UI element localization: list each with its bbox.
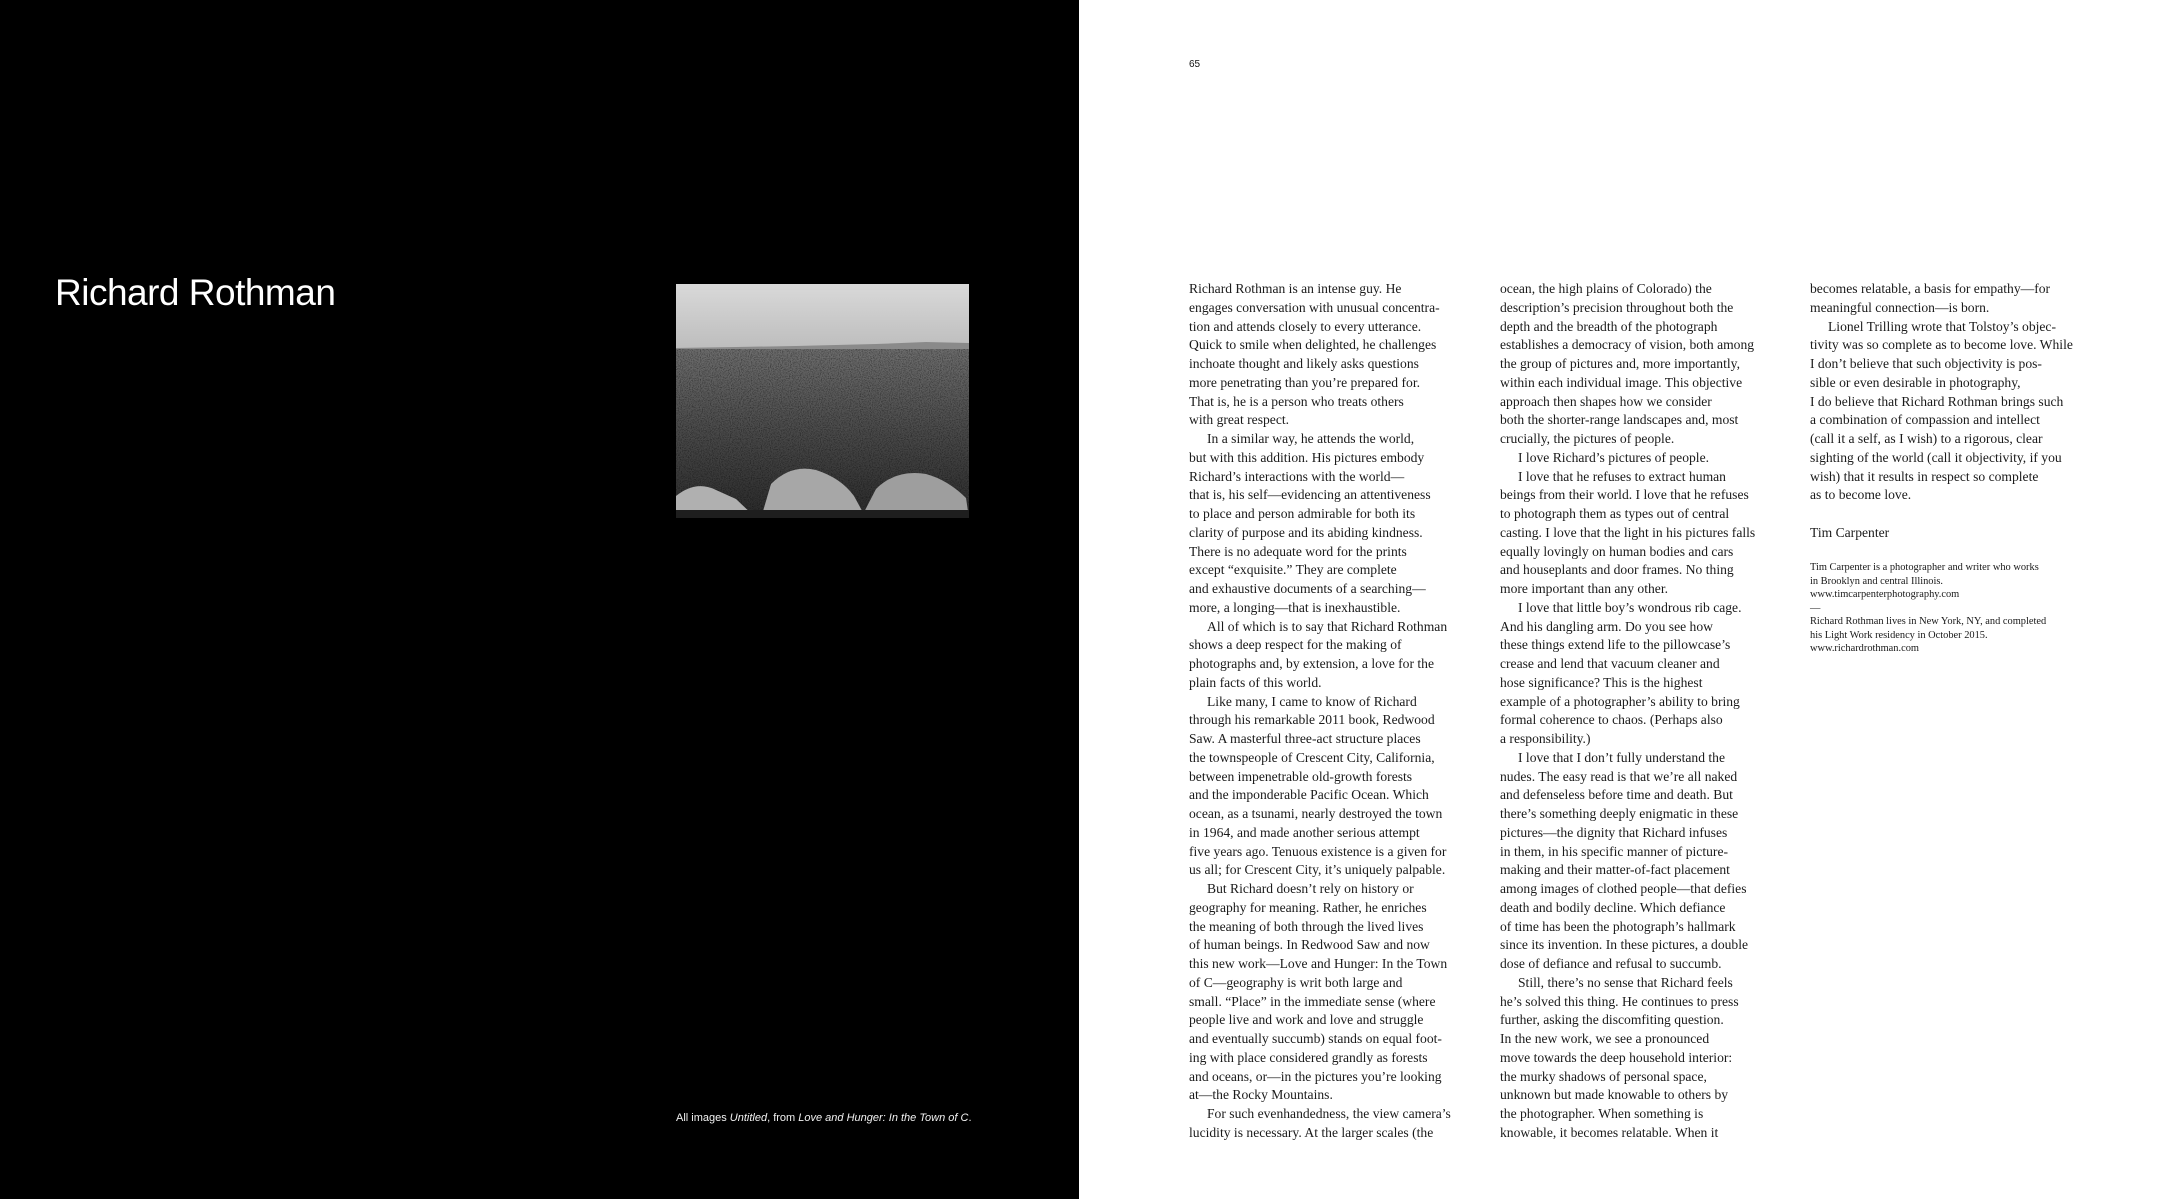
text-line: us all; for Crescent City, it’s uniquely palpable. [1189,862,1446,878]
text-line: I do believe that Richard Rothman brings such [1810,393,2064,409]
text-line: sighting of the world (call it objectivity, if you [1810,449,2062,465]
text-line: as to become love. [1810,487,1912,503]
article-column-3-body [1810,280,2110,505]
text-line: dose of defiance and refusal to succumb. [1500,956,1722,971]
spacer [1810,505,2110,524]
text-line: a responsibility.) [1500,731,1591,746]
text-line: Richard’s interactions with the world— [1189,468,1405,484]
text-line: establishes a democracy of vision, both among [1500,337,1755,353]
text-line: in them, in his specific manner of picture- [1500,843,1729,859]
text-line: and the imponderable Pacific Ocean. Which [1189,787,1429,803]
text-line: (call it a self, as I wish) to a rigorous, clear [1810,431,2043,446]
text-line: tivity was so complete as to become love. While [1810,337,2073,353]
text-line: Quick to smile when delighted, he challenges [1189,337,1437,353]
text-line: between impenetrable old-growth forests [1189,768,1413,784]
text-line: geography for meaning. Rather, he enriches [1189,899,1427,915]
text-line: further, asking the discomfiting question. [1500,1012,1724,1028]
text-line: and eventually succumb) stands on equal foot- [1189,1031,1442,1046]
note-line: — [1810,602,1821,614]
text-line: approach then shapes how we consider [1500,393,1712,409]
page-title: Richard Rothman [55,272,336,313]
text-line: the photographer. When something is [1500,1106,1704,1121]
text-line: Saw. A masterful three-act structure places [1189,731,1421,746]
landscape-photo [676,284,969,518]
text-line: For such evenhandedness, the view camera’s [1207,1106,1451,1121]
text-line: example of a photographer’s ability to bring [1500,693,1740,709]
text-line: shows a deep respect for the making of [1189,637,1402,653]
article-column-3 [1810,280,2110,656]
text-line: of time has been the photograph’s hallmark [1500,918,1736,934]
text-line: among images of clothed people—that defies [1500,881,1747,896]
text-line: I love that he refuses to extract human [1518,468,1726,484]
text-line: I love that little boy’s wondrous rib cage. [1518,599,1742,615]
note-line: www.richardrothman.com [1810,643,1919,655]
text-line: through his remarkable 2011 book, Redwood [1189,712,1435,728]
spacer [1810,543,2110,562]
text-line: at—the Rocky Mountains. [1189,1087,1333,1103]
text-line: I love Richard’s pictures of people. [1518,449,1710,465]
text-line: photographs and, by extension, a love for the [1189,656,1435,671]
text-line: engages conversation with unusual concentra- [1189,299,1440,315]
text-line: more penetrating than you’re prepared for. [1189,374,1420,390]
text-line: And his dangling arm. Do you see how [1500,618,1713,634]
text-line: and houseplants and door frames. No thing [1500,562,1734,578]
text-line: that is, his self—evidencing an attentiveness [1189,487,1431,503]
photo-caption: All images Untitled, from Love and Hunger: In the Town of C. [676,1112,972,1124]
text-line: depth and the breadth of the photograph [1500,318,1718,334]
author-name: Tim Carpenter [1810,524,1890,540]
text-line: becomes relatable, a basis for empathy—for [1810,281,2051,296]
text-line: ocean, the high plains of Colorado) the [1500,281,1712,296]
right-page [1079,0,2158,1199]
text-line: he’s solved this thing. He continues to press [1500,993,1739,1009]
text-line: more, a longing—that is inexhaustible. [1189,599,1401,615]
note-line: his Light Work residency in October 2015. [1810,629,1988,641]
note-line: Richard Rothman lives in New York, NY, and completed [1810,616,2047,628]
text-line: making and their matter-of-fact placement [1500,862,1730,878]
note-line: in Brooklyn and central Illinois. [1810,575,1944,587]
note-line: Tim Carpenter is a photographer and writer who works [1810,562,2039,574]
note-line: www.timcarpenterphotography.com [1810,589,1960,601]
text-line: a combination of compassion and intellect [1810,412,2040,428]
text-line: All of which is to say that Richard Rothman [1207,618,1448,634]
article-column-2 [1500,280,1800,1143]
text-line: nudes. The easy read is that we’re all naked [1500,768,1738,784]
text-line: In the new work, we see a pronounced [1500,1031,1710,1046]
text-line: since its invention. In these pictures, a double [1500,937,1749,953]
text-line: crucially, the pictures of people. [1500,431,1675,446]
text-line: and exhaustive documents of a searching— [1189,581,1426,596]
text-line: In a similar way, he attends the world, [1207,431,1415,446]
text-line: both the shorter-range landscapes and, most [1500,412,1739,428]
text-line: inchoate thought and likely asks questions [1189,356,1419,371]
text-line: death and bodily decline. Which defiance [1500,899,1726,915]
text-line: the murky shadows of personal space, [1500,1068,1707,1084]
text-line: There is no adequate word for the prints [1189,543,1407,559]
text-line: of C—geography is writ both large and [1189,974,1403,990]
text-line: these things extend life to the pillowcase’s [1500,637,1731,653]
text-line: Richard Rothman is an intense guy. He [1189,281,1402,296]
text-line: Lionel Trilling wrote that Tolstoy’s objec- [1828,318,2056,334]
text-line: the meaning of both through the lived lives [1189,918,1424,934]
text-line: five years ago. Tenuous existence is a given for [1189,843,1447,859]
text-line: plain facts of this world. [1189,674,1322,690]
text-line: casting. I love that the light in his pictures falls [1500,524,1756,540]
text-line: lucidity is necessary. At the larger scales (the [1189,1124,1434,1140]
text-line: crease and lend that vacuum cleaner and [1500,656,1720,671]
text-line: wish) that it results in respect so complete [1810,468,2039,484]
text-line: people live and work and love and struggle [1189,1012,1424,1028]
text-line: But Richard doesn’t rely on history or [1207,881,1414,896]
text-line: Still, there’s no sense that Richard feels [1518,974,1733,990]
text-line: in 1964, and made another serious attempt [1189,824,1420,840]
text-line: knowable, it becomes relatable. When it [1500,1124,1719,1140]
text-line: to photograph them as types out of central [1500,506,1730,521]
text-line: there’s something deeply enigmatic in these [1500,806,1739,821]
text-line: That is, he is a person who treats others [1189,393,1404,409]
text-line: except “exquisite.” They are complete [1189,562,1397,578]
text-line: within each individual image. This objective [1500,374,1743,390]
text-line: sible or even desirable in photography, [1810,374,2021,390]
page-number: 65 [1189,59,1201,70]
text-line: ocean, as a tsunami, nearly destroyed the town [1189,806,1443,821]
text-line: tion and attends closely to every utterance. [1189,318,1422,334]
article-column-1 [1189,280,1489,1143]
text-line: this new work—Love and Hunger: In the Town [1189,956,1448,971]
text-line: and defenseless before time and death. But [1500,787,1733,803]
text-line: unknown but made knowable to others by [1500,1087,1729,1103]
text-line: I don’t believe that such objectivity is pos- [1810,356,2042,371]
text-line: to place and person admirable for both its [1189,506,1416,521]
text-line: I love that I don’t fully understand the [1518,749,1726,765]
text-line: more important than any other. [1500,581,1668,596]
text-line: and oceans, or—in the pictures you’re looking [1189,1068,1442,1084]
text-line: clarity of purpose and its abiding kindness. [1189,524,1423,540]
text-line: but with this addition. His pictures embody [1189,449,1425,465]
text-line: the group of pictures and, more importantly, [1500,356,1740,371]
text-line: move towards the deep household interior: [1500,1049,1733,1065]
text-line: the townspeople of Crescent City, California, [1189,749,1435,765]
text-line: beings from their world. I love that he refuses [1500,487,1749,503]
text-line: with great respect. [1189,412,1290,428]
text-line: Like many, I came to know of Richard [1207,693,1417,709]
author-notes [1810,561,2110,656]
text-line: equally lovingly on human bodies and cars [1500,543,1734,559]
text-line: description’s precision throughout both the [1500,299,1734,315]
text-line: of human beings. In Redwood Saw and now [1189,937,1430,953]
text-line: meaningful connection—is born. [1810,299,1990,315]
text-line: small. “Place” in the immediate sense (where [1189,993,1436,1009]
text-line: pictures—the dignity that Richard infuses [1500,824,1728,840]
text-line: ing with place considered grandly as forests [1189,1049,1428,1065]
text-line: formal coherence to chaos. (Perhaps also [1500,712,1723,728]
text-line: hose significance? This is the highest [1500,674,1703,690]
